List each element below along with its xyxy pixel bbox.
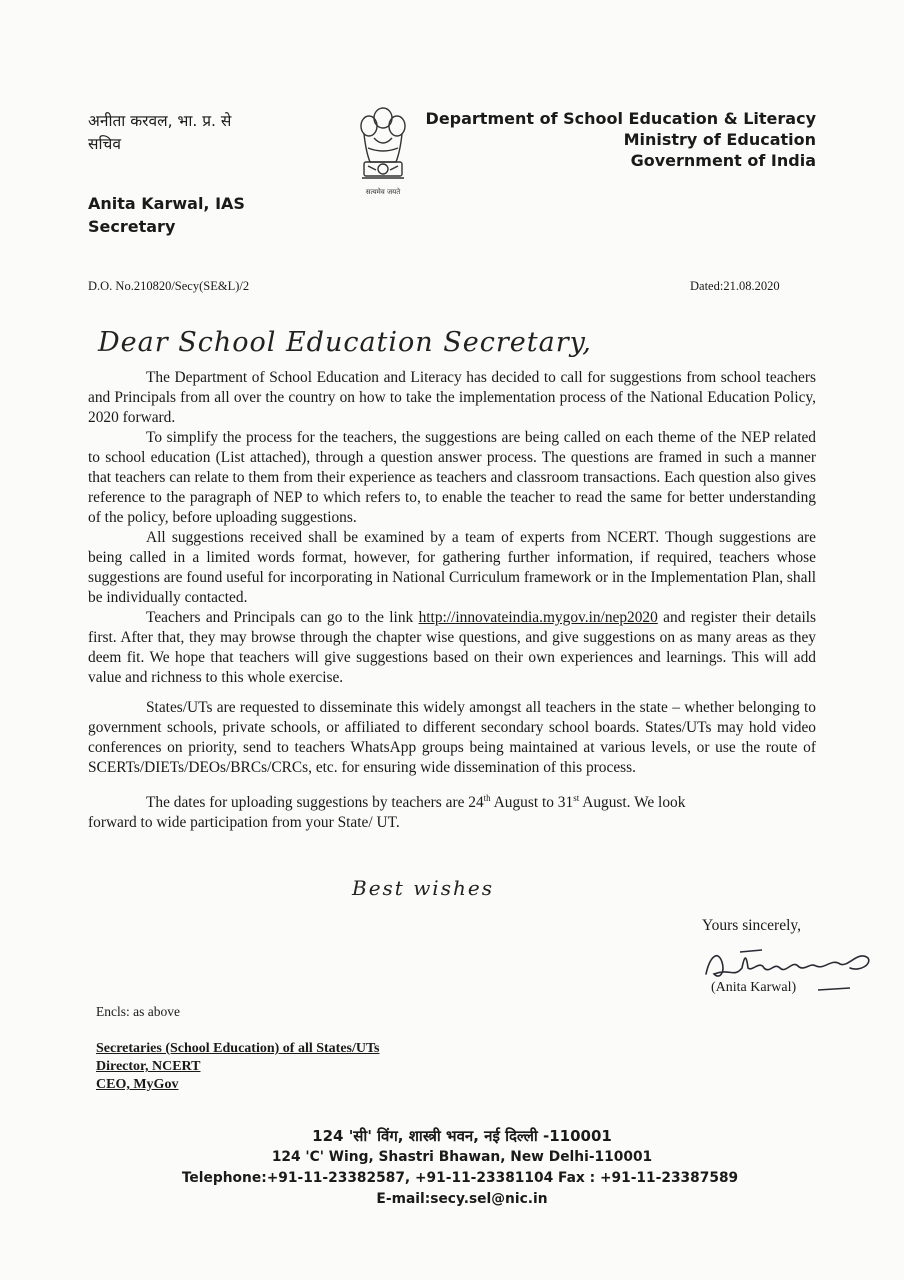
letter-date: Dated:21.08.2020 <box>690 279 780 293</box>
letter-body <box>88 368 816 833</box>
body-paragraph-6 <box>88 788 816 813</box>
emblem-motto: सत्यमेव जयते <box>365 188 401 196</box>
sender-hindi-block <box>88 110 231 156</box>
sender-english-block <box>88 192 245 238</box>
government-name: Government of India <box>630 151 816 170</box>
p6-text-b: August to 31 <box>490 794 574 812</box>
ministry-name: Ministry of Education <box>623 130 816 149</box>
body-paragraph-4 <box>88 608 816 688</box>
national-emblem-icon <box>354 104 412 200</box>
footer-phones: Telephone:+91-11-23382587, +91-11-23381104 Fax : +91-11-23387589 <box>181 1170 739 1186</box>
footer-hindi-address: 124 'सी' विंग, शास्त्री भवन, नई दिल्ली -110001 <box>312 1127 612 1145</box>
footer-email: E-mail:secy.sel@nic.in <box>376 1191 548 1207</box>
p6-sup-1: th <box>483 793 491 803</box>
body-paragraph-1: The Department of School Education and Literacy has decided to call for suggestions from school teachers and Principals from all over the country on how to take the implementation process of the National Education Policy, 2020 forward. <box>88 369 816 426</box>
p4-text-after: and register their details first. After that, they may browse through the chapter wise questions, and give suggestions on as many areas as they deem fit. We hope that teachers will give suggestions based on their own experiences and learnings. This will add value and richness to this whole exercise. <box>88 609 817 686</box>
footer-address-line: 124 'C' Wing, Shastri Bhawan, New Delhi-110001 <box>271 1149 653 1165</box>
sender-name: Anita Karwal, IAS <box>88 194 245 213</box>
recipient-item: Secretaries (School Education) of all States/UTs <box>96 1041 380 1056</box>
recipient-item: Director, NCERT <box>96 1059 201 1074</box>
p4-text-before: Teachers and Principals can go to the link <box>146 609 419 626</box>
body-paragraph-3: All suggestions received shall be examined by a team of experts from NCERT. Though suggestions are being called in a limited words format, however, for gathering further information, if required, teachers whose suggestions are found useful for incorporating in National Curriculum framework or in the Implementation Plan, shall be individually contacted. <box>88 529 816 606</box>
department-block <box>420 108 816 171</box>
body-paragraph-5: States/UTs are requested to disseminate this widely amongst all teachers in the state – whether belonging to government schools, private schools, or affiliated to different secondary school boards. States/UTs may hold video conferences on priority, send to teachers WhatsApp groups being maintained at various levels, or use the route of SCERTs/DIETs/DEOs/BRCs/CRCs, etc. for ensuring wide dissemination of this process. <box>88 699 816 776</box>
sender-title: Secretary <box>88 217 176 236</box>
salutation: Dear School Education Secretary, <box>98 327 592 358</box>
department-name: Department of School Education & Literacy <box>425 109 816 128</box>
closing-phrase: Yours sincerely, <box>702 917 802 934</box>
recipients-list <box>96 1040 380 1094</box>
body-paragraph-2: To simplify the process for the teachers, the suggestions are being called on each theme of the NEP related to school education (List attached), through a question answer process. The questions are framed in such a manner that teachers can relate to them from their experience as teachers and classroom transactions. Each question also gives reference to the paragraph of NEP to which refers to, to enable the teacher to read the same for better understanding of the policy, before uploading suggestions. <box>88 429 816 526</box>
enclosures: Encls: as above <box>96 1004 180 1019</box>
p6-text-c: August. We look <box>579 794 686 812</box>
sender-hindi-title: सचिव <box>88 135 121 153</box>
do-number: D.O. No.210820/Secy(SE&L)/2 <box>88 279 250 293</box>
signer-name: (Anita Karwal) <box>711 980 797 995</box>
nep2020-link[interactable]: http://innovateindia.mygov.in/nep2020 <box>418 609 658 626</box>
p6-text-a: The dates for uploading suggestions by teachers are 24 <box>146 794 484 812</box>
footer-address <box>0 1126 904 1210</box>
handwritten-closing-note: Best wishes <box>352 876 494 900</box>
sender-hindi-name: अनीता करवल, भा. प्र. से <box>88 112 232 130</box>
body-paragraph-6-line-2: forward to wide participation from your State/ UT. <box>88 814 400 832</box>
p6-sup-2: st <box>573 793 580 803</box>
recipient-item: CEO, MyGov <box>96 1077 179 1092</box>
